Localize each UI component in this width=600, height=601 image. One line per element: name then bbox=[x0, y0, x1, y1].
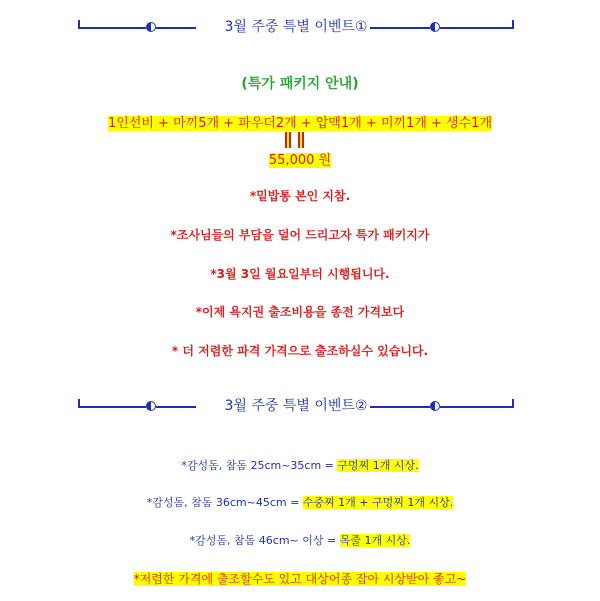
prize-label: *감성돔, 참돔 36cm~45cm = bbox=[146, 496, 303, 509]
event1-title: 3월 주중 특별 이벤트① bbox=[224, 19, 368, 35]
banner-left-line bbox=[78, 27, 146, 29]
banner-left-line-2 bbox=[156, 406, 196, 408]
event2-footer-text: *저렴한 가격에 출조할수도 있고 대상어종 잡아 시상받아 좋고~ bbox=[133, 572, 467, 586]
package-subtitle: (특가 패키지 안내) bbox=[241, 76, 359, 92]
event2-banner bbox=[78, 399, 514, 415]
prize-value: 구멍찌 1개 시상. bbox=[337, 459, 419, 472]
half-circle-icon bbox=[146, 401, 156, 411]
banner-right-line-2 bbox=[440, 406, 514, 408]
note-1: *밑밥통 본인 지참. bbox=[249, 189, 351, 203]
equals-marker-icon bbox=[285, 132, 308, 148]
half-circle-icon bbox=[430, 401, 440, 411]
banner-right-cap bbox=[512, 20, 514, 29]
note-5: * 더 저렴한 파격 가격으로 출조하실수 있습니다. bbox=[171, 344, 429, 358]
prize-label: *감성돔, 참돔 25cm~35cm = bbox=[181, 459, 338, 472]
event1-banner bbox=[78, 20, 514, 36]
banner-right-line bbox=[370, 27, 430, 29]
event2-footer bbox=[0, 570, 600, 587]
note-3: *3월 3일 월요일부터 시행됩니다. bbox=[210, 267, 390, 281]
event2-title: 3월 주중 특별 이벤트② bbox=[224, 398, 368, 414]
package-contents-text: 1인선비 + 마끼5개 + 파우더2개 + 압맥1개 + 미끼1개 + 생수1개 bbox=[107, 116, 492, 131]
prize-row-1 bbox=[0, 457, 600, 473]
package-price-text: 55,000 원 bbox=[268, 153, 332, 168]
banner-left-line bbox=[78, 406, 146, 408]
banner-right-cap bbox=[512, 399, 514, 408]
half-circle-icon bbox=[146, 22, 156, 32]
prize-value: 목줄 1개 시상. bbox=[339, 534, 411, 547]
prize-value: 수중찌 1개 + 구멍찌 1개 시상. bbox=[302, 496, 454, 509]
prize-row-2 bbox=[0, 494, 600, 510]
package-contents bbox=[0, 112, 600, 131]
banner-right-line bbox=[370, 406, 430, 408]
note-4: *이제 욕지권 출조비용을 종전 가격보다 bbox=[195, 305, 405, 319]
prize-row-3 bbox=[0, 532, 600, 548]
note-2: *조사님들의 부담을 덜어 드리고자 특가 패키지가 bbox=[170, 228, 430, 242]
half-circle-icon bbox=[430, 22, 440, 32]
banner-left-line-2 bbox=[156, 27, 196, 29]
prize-label: *감성돔, 참돔 46cm~ 이상 = bbox=[189, 534, 340, 547]
banner-right-line-2 bbox=[440, 27, 514, 29]
package-price bbox=[0, 149, 600, 168]
